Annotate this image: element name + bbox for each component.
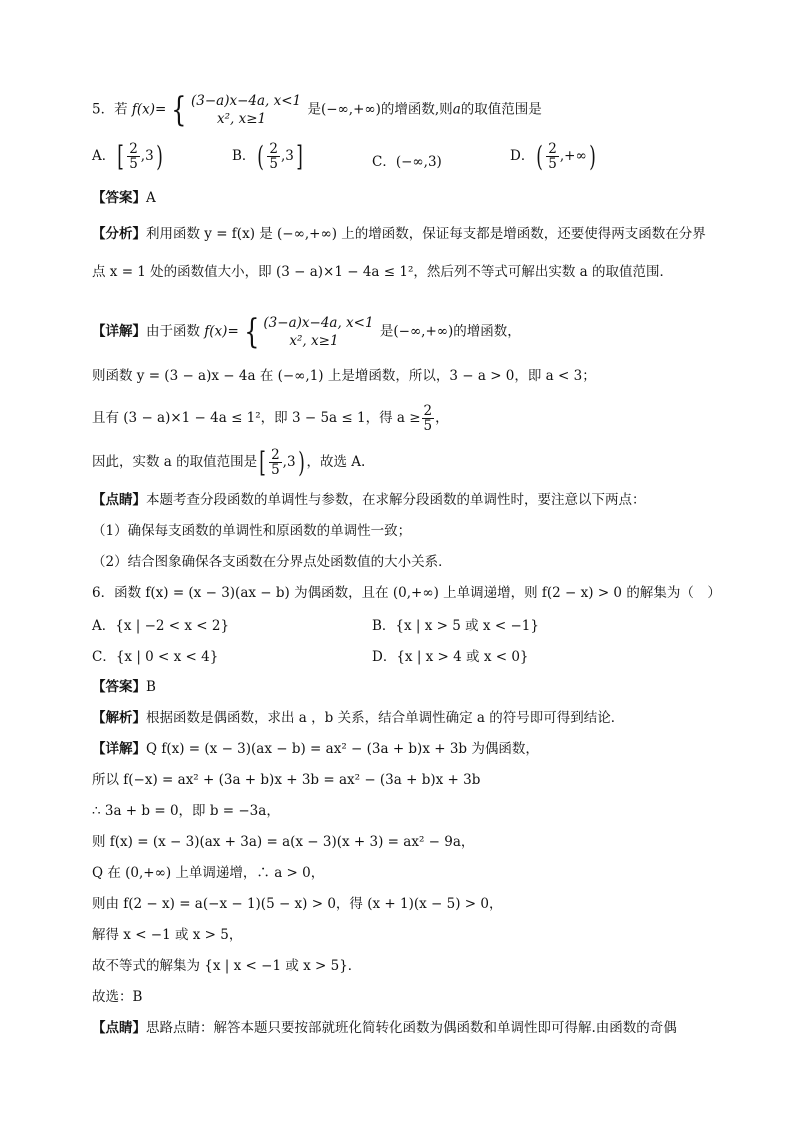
q5-option-c[interactable]: C．(−∞,3) <box>372 154 442 170</box>
q6-detail-step-1: 【详解】Q f(x) = (x − 3)(ax − b) = ax² − (3a + b)x + 3b 为偶函数， <box>92 741 539 757</box>
q6-comment: 【点睛】思路点睛：解答本题只要按部就班化简转化函数为偶函数和单调性即可得解.由函数的奇偶 <box>92 1020 677 1036</box>
q6-detail-step-3: ∴ 3a + b = 0，即 b = −3a， <box>92 803 280 819</box>
q5-piecewise: { (3−a)x−4a, x<1 x², x≥1 <box>171 90 302 130</box>
q6-detail-step-7: 解得 x < −1 或 x > 5， <box>92 927 243 943</box>
q6-detail-step-9: 故选：B <box>92 989 143 1005</box>
q5-analysis-line-2: 点 x = 1 处的函数值大小，即 (3 − a)×1 − 4a ≤ 1²，然后列不等式可解出实数 a 的取值范围． <box>92 264 673 280</box>
q5-analysis-line-1: 【分析】利用函数 y = f(x) 是 (−∞,+∞) 上的增函数，保证每支都是增函数，还要使得两支函数在分界 <box>92 226 706 242</box>
q5-comment-line-3: （2）结合图象确保各支函数在分界点处函数值的大小关系． <box>92 554 452 570</box>
q5-comment-line-2: （1）确保每支函数的单调性和原函数的单调性一致； <box>92 523 412 539</box>
q6-analysis: 【解析】根据函数是偶函数，求出 a ，b 关系，结合单调性确定 a 的符号即可得到结论． <box>92 710 625 726</box>
q5-function-name: f(x)= <box>131 101 167 118</box>
q5-stem <box>92 92 542 128</box>
q6-detail-step-2: 所以 f(−x) = ax² + (3a + b)x + 3b = ax² − (3a + b)x + 3b <box>92 772 481 788</box>
q6-answer: 【答案】B <box>92 679 156 695</box>
q5-stem-tail: 的取值范围是 <box>460 101 542 118</box>
q5-option-a[interactable]: A．[ $\frac{2}{5}$ ,3) <box>92 139 163 173</box>
q6-detail-step-5: Q 在 (0,+∞) 上单调递增，∴ a > 0， <box>92 865 325 881</box>
q5-answer: 【答案】A <box>92 190 156 206</box>
q5-comment-line-1: 【点睛】本题考查分段函数的单调性与参数，在求解分段函数的单调性时，要注意以下两点： <box>92 492 646 508</box>
q5-detail-step-3: 因此，实数 a 的取值范围是[ $\frac{2}{5}$ ,3) ，故选 A. <box>92 445 366 479</box>
q5-number: 5．若 <box>92 101 128 118</box>
q6-detail-step-6: 则由 f(2 − x) = a(−x − 1)(5 − x) > 0，得 (x + 1)(x − 5) > 0， <box>92 896 503 912</box>
q6-option-c[interactable]: C．{x | 0 < x < 4} <box>92 649 219 665</box>
q6-stem: 6．函数 f(x) = (x − 3)(ax − b) 为偶函数，且在 (0,+∞) 上单调递增，则 f(2 − x) > 0 的解集为（ ） <box>92 585 721 601</box>
q5-stem-middle: 是(−∞,+∞)的增函数,则 <box>307 101 453 118</box>
q6-option-b[interactable]: B．{x | x > 5 或 x < −1} <box>372 618 539 634</box>
q5-case-1: (3−a)x−4a, x<1 <box>191 93 302 109</box>
q5-detail-step-1: 则函数 y = (3 − a)x − 4a 在 (−∞,1) 上是增函数，所以，3 − a > 0，即 a < 3； <box>92 368 596 384</box>
q5-variable: a <box>452 101 461 118</box>
q6-option-d[interactable]: D．{x | x > 4 或 x < 0} <box>372 649 529 665</box>
q5-detail-step-2: 且有 (3 − a)×1 − 4a ≤ 1²，即 3 − 5a ≤ 1，得 a ≥ $\frac{2}{5}$ ， <box>92 403 449 434</box>
q6-detail-step-8: 故不等式的解集为 {x | x < −1 或 x > 5}． <box>92 958 362 974</box>
q5-option-d[interactable]: D．( $\frac{2}{5}$ ,+∞) <box>510 139 596 173</box>
q5-detail-piecewise: { (3−a)x−4a, x<1 x², x≥1 <box>244 312 374 352</box>
q6-option-a[interactable]: A．{x | −2 < x < 2} <box>92 618 230 634</box>
q5-detail-intro: 【详解】由于函数 f(x)= { (3−a)x−4a, x<1 x², x≥1 是(−∞,+∞)的增函数， <box>92 312 521 352</box>
q6-detail-step-4: 则 f(x) = (x − 3)(ax + 3a) = a(x − 3)(x + 3) = ax² − 9a， <box>92 834 475 850</box>
q5-case-2: x², x≥1 <box>217 111 267 127</box>
q5-option-b[interactable]: B．( $\frac{2}{5}$ ,3] <box>232 139 303 173</box>
